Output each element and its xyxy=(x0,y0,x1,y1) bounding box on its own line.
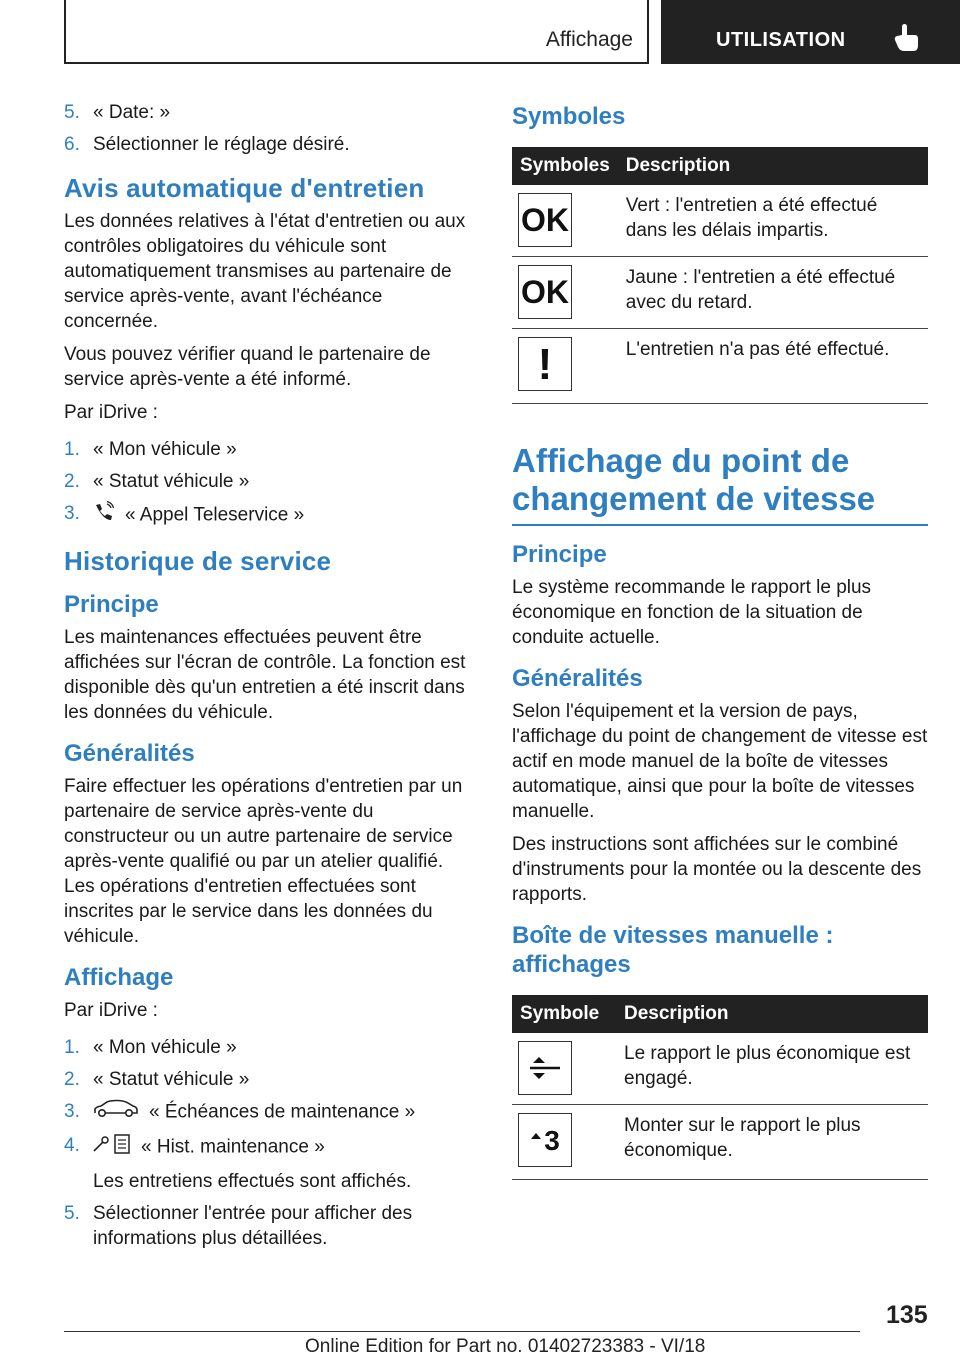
table-header-symbol: Symbole xyxy=(512,995,616,1033)
table-header-description: Description xyxy=(618,147,928,185)
historique-heading: Historique de service xyxy=(64,546,332,576)
gear-principe-paragraph: Le système recommande le rapport le plus économique en fonction de la situation de conduite actuelle. xyxy=(512,577,872,648)
service-history-icon xyxy=(93,1133,131,1162)
pointing-hand-icon xyxy=(893,22,919,52)
step-number: 1. xyxy=(64,1037,80,1058)
header-chapter-box xyxy=(661,0,960,64)
header-section-label: Affichage xyxy=(545,28,633,51)
footer-divider xyxy=(64,1331,860,1332)
step-number: 5. xyxy=(64,102,80,123)
gear-optimal-icon xyxy=(518,1041,572,1095)
table-header-symbol: Symboles xyxy=(512,147,618,185)
step-item xyxy=(64,1035,476,1060)
step-item xyxy=(64,100,476,125)
gear-shift-heading: Affichage du point de changement de vitesse xyxy=(512,442,928,526)
step-item xyxy=(64,501,476,530)
gear-upshift-icon: 3 xyxy=(518,1113,572,1167)
table-header-description: Description xyxy=(616,995,928,1033)
step-text: « Mon véhicule » xyxy=(93,439,237,460)
affichage-heading: Affichage xyxy=(64,964,174,991)
step-item xyxy=(64,1201,476,1251)
step-text: Sélectionner l'entrée pour afficher des informations plus détaillées. xyxy=(93,1203,413,1249)
step-item xyxy=(64,1133,476,1162)
step-text: Sélectionner le réglage désiré. xyxy=(93,134,350,155)
step-text: « Hist. maintenance » xyxy=(141,1136,325,1158)
step-item xyxy=(64,1099,476,1126)
header-chapter-label: UTILISATION xyxy=(716,29,846,51)
step-number: 1. xyxy=(64,439,80,460)
right-column xyxy=(512,100,928,1180)
ok-icon: OK xyxy=(518,193,572,247)
manual-gearbox-heading: Boîte de vitesses manuelle : affichages xyxy=(512,922,834,978)
table-row xyxy=(512,185,928,257)
table-cell-description: Vert : l'entretien a été effectué dans les délais impartis. xyxy=(618,185,928,257)
table-cell-description: Jaune : l'entretien a été effectué avec du retard. xyxy=(618,257,928,329)
table-row xyxy=(512,329,928,404)
car-maintenance-icon xyxy=(93,1099,139,1126)
generalites-heading: Généralités xyxy=(64,740,195,767)
step-number: 3. xyxy=(64,503,80,524)
step-number: 2. xyxy=(64,1069,80,1090)
avis-paragraph-2: Vous pouvez vérifier quand le partenaire de service après-vente a été informé. xyxy=(64,344,431,390)
header-section-box xyxy=(64,0,649,64)
exclamation-icon: ! xyxy=(518,337,572,391)
gear-principe-heading: Principe xyxy=(512,541,607,568)
step-item xyxy=(64,132,476,157)
step-text: « Appel Teleservice » xyxy=(125,504,305,526)
step-item xyxy=(64,437,476,462)
table-cell-description: Monter sur le rapport le plus économique. xyxy=(616,1105,928,1180)
affichage-intro: Par iDrive : xyxy=(64,1000,158,1021)
ok-icon: OK xyxy=(518,265,572,319)
table-row xyxy=(512,1033,928,1105)
symboles-heading: Symboles xyxy=(512,103,626,130)
avis-paragraph-1: Les données relatives à l'état d'entretien ou aux contrôles obligatoires du véhicule sont automatiquement transmises au partenaire de service après-vente, avant l'échéance concernée. xyxy=(64,211,466,332)
symbols-table xyxy=(512,147,928,404)
step-number: 3. xyxy=(64,1101,80,1122)
principe-paragraph: Les maintenances effectuées peuvent être affichées sur l'écran de contrôle. La fonction est disponible dès qu'un entretien a été inscrit dans les données du véhicule. xyxy=(64,627,466,723)
step-text: « Date: » xyxy=(93,102,171,123)
page-number: 135 xyxy=(886,1301,928,1329)
avis-heading: Avis automatique d'entretien xyxy=(64,173,425,203)
step-text: « Statut véhicule » xyxy=(93,471,250,492)
gear-symbols-table xyxy=(512,995,928,1180)
table-cell-description: L'entretien n'a pas été effectué. xyxy=(618,329,928,404)
step-number: 6. xyxy=(64,134,80,155)
step-number: 4. xyxy=(64,1135,80,1156)
step-number: 2. xyxy=(64,471,80,492)
step-number: 5. xyxy=(64,1203,80,1224)
gear-generalites-paragraph-1: Selon l'équipement et la version de pays, l'affichage du point de changement de vitesse est actif en mode manuel de la boîte de vitesses automatique, ainsi que pour la boîte de vitesses manuelle. xyxy=(512,701,928,822)
principe-heading: Principe xyxy=(64,591,159,618)
footer-edition: Online Edition for Part no. 01402723383 - VI/18 xyxy=(305,1336,706,1357)
step-item xyxy=(64,1067,476,1092)
step-4-subtext: Les entretiens effectués sont affichés. xyxy=(93,1171,412,1192)
avis-paragraph-3: Par iDrive : xyxy=(64,402,158,423)
step-text: « Mon véhicule » xyxy=(93,1037,237,1058)
generalites-paragraph: Faire effectuer les opérations d'entretien par un partenaire de service après-vente du constructeur ou un autre partenaire de service après-vente qualifié ou par un atelier qualifié. Les opérations d'entretien effectuées sont inscrites par le service dans les données du véhicule. xyxy=(64,776,463,947)
left-column xyxy=(64,100,476,1258)
table-cell-description: Le rapport le plus économique est engagé. xyxy=(616,1033,928,1105)
gear-generalites-heading: Généralités xyxy=(512,665,643,692)
gear-generalites-paragraph-2: Des instructions sont affichées sur le combiné d'instruments pour la montée ou la descente des rapports. xyxy=(512,834,922,905)
step-text: « Échéances de maintenance » xyxy=(149,1101,416,1123)
table-row xyxy=(512,257,928,329)
table-row xyxy=(512,1105,928,1180)
step-item xyxy=(64,469,476,494)
step-text: « Statut véhicule » xyxy=(93,1069,250,1090)
teleservice-call-icon xyxy=(93,501,115,530)
